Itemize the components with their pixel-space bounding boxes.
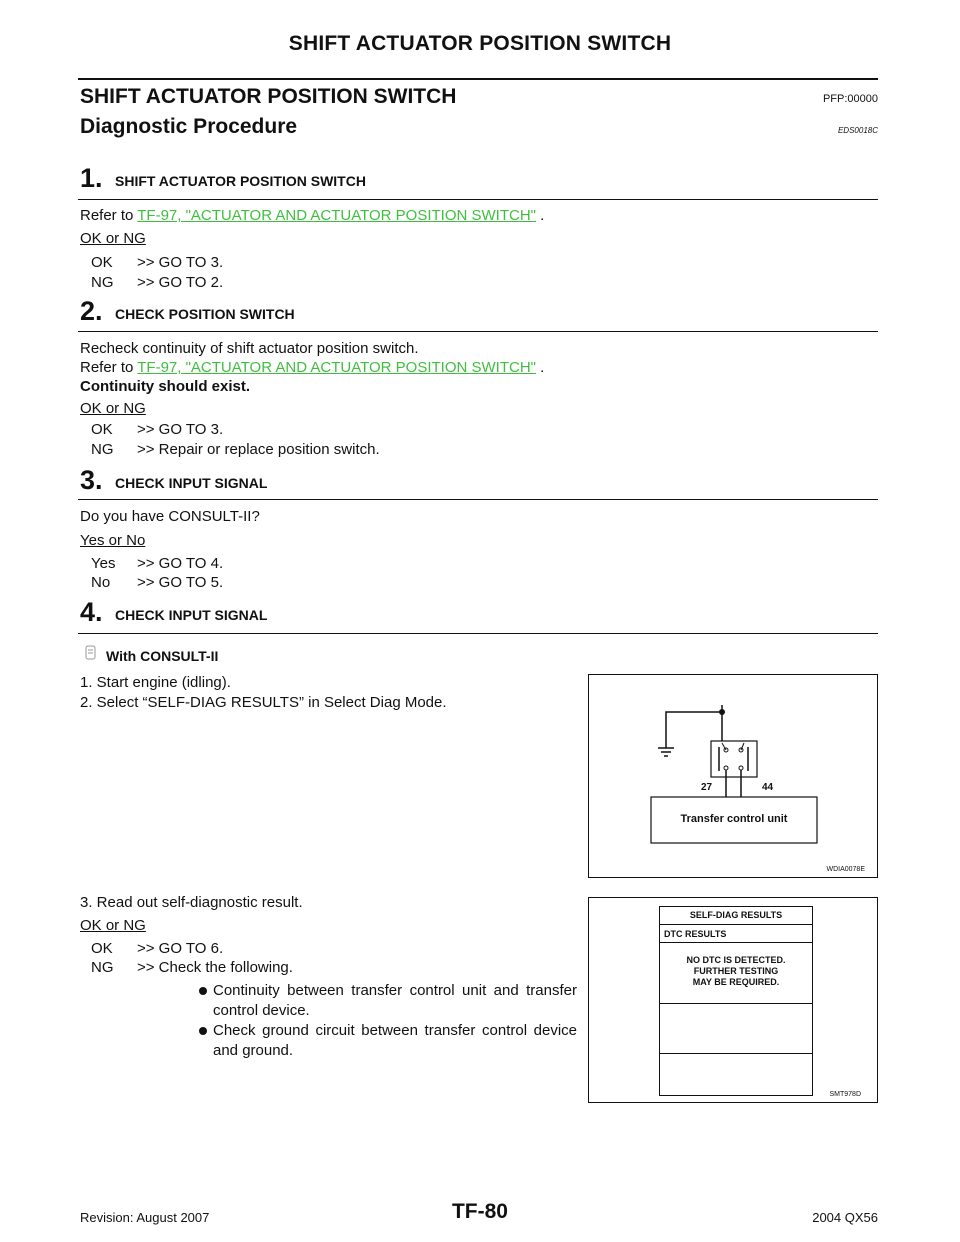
control-unit-label: Transfer control unit — [680, 813, 788, 825]
wiring-diagram — [589, 675, 877, 877]
footer-model: 2004 QX56 — [812, 1210, 878, 1225]
step-number: 2. — [80, 296, 103, 326]
answer-row: OK >> GO TO 3. — [91, 421, 224, 438]
procedure-item-1: 1. Start engine (idling). — [80, 674, 231, 691]
step-1-refer: Refer to TF-97, "ACTUATOR AND ACTUATOR POSITION SWITCH" . — [80, 207, 545, 224]
step-3-line: Do you have CONSULT-II? — [80, 508, 260, 525]
answer-row: OK >> GO TO 6. — [91, 940, 224, 957]
reference-link[interactable]: TF-97, "ACTUATOR AND ACTUATOR POSITION SWITCH" — [137, 359, 537, 376]
figure-id: SMT978D — [829, 1091, 861, 1098]
screen-message: NO DTC IS DETECTED. FURTHER TESTING MAY BE REQUIRED. — [686, 955, 786, 987]
step-2-question: OK or NG — [80, 400, 146, 417]
pin-number: 27 — [701, 782, 713, 793]
procedure-item-2: 2. Select “SELF-DIAG RESULTS” in Select Diag Mode. — [80, 694, 447, 711]
subsection-code: EDS0018C — [837, 126, 878, 135]
consult-tool-icon — [83, 645, 99, 661]
step-2-refer: Refer to TF-97, "ACTUATOR AND ACTUATOR POSITION SWITCH" . — [80, 359, 545, 376]
step-title: CHECK INPUT SIGNAL — [115, 475, 268, 491]
answer-row: OK >> GO TO 3. — [91, 254, 224, 271]
step-title: SHIFT ACTUATOR POSITION SWITCH — [115, 173, 366, 189]
bullet-icon — [199, 1027, 207, 1035]
step-title: CHECK POSITION SWITCH — [115, 306, 295, 322]
step-number: 3. — [80, 465, 103, 495]
step-2-spec: Continuity should exist. — [80, 378, 251, 395]
procedure-item-3: 3. Read out self-diagnostic result. — [80, 894, 303, 911]
check-bullet: Check ground circuit between transfer control device and ground. — [213, 1021, 577, 1061]
step-3-question: Yes or No — [80, 532, 146, 549]
step-divider — [78, 199, 878, 200]
answer-row: NG >> GO TO 2. — [91, 274, 224, 291]
step-divider — [78, 331, 878, 332]
reference-link[interactable]: TF-97, "ACTUATOR AND ACTUATOR POSITION SWITCH" — [137, 207, 537, 224]
wiring-diagram-figure — [588, 674, 878, 878]
subsection-title: Diagnostic Procedure — [80, 115, 298, 138]
answer-row: Yes >> GO TO 4. — [91, 555, 224, 572]
step-number: 4. — [80, 597, 103, 627]
footer-revision: Revision: August 2007 — [80, 1210, 210, 1225]
step-title: CHECK INPUT SIGNAL — [115, 607, 268, 623]
step-divider — [78, 499, 878, 500]
bullet-icon — [199, 987, 207, 995]
step-1-question: OK or NG — [80, 230, 146, 247]
check-bullet: Continuity between transfer control unit and transfer control device. — [213, 981, 577, 1021]
step-number: 1. — [80, 163, 103, 193]
header-divider — [78, 78, 878, 80]
screen-column-header: DTC RESULTS — [660, 925, 812, 943]
consult-mode-label: With CONSULT-II — [106, 648, 219, 664]
consult-screen-figure — [588, 897, 878, 1103]
footer-page-number: TF-80 — [451, 1200, 508, 1223]
step-2-line: Recheck continuity of shift actuator position switch. — [80, 340, 419, 357]
section-title: SHIFT ACTUATOR POSITION SWITCH — [80, 85, 457, 108]
answer-row: NG >> Repair or replace position switch. — [91, 441, 380, 458]
pin-number: 44 — [762, 782, 774, 793]
screen-divider — [660, 1053, 812, 1054]
figure-id: WDIA0078E — [826, 866, 865, 873]
answer-row: NG >> Check the following. — [91, 959, 293, 976]
screen-divider — [660, 1003, 812, 1004]
step-divider — [78, 633, 878, 634]
answer-row: No >> GO TO 5. — [91, 574, 224, 591]
consult-screen — [659, 906, 813, 1096]
page-header-title: SHIFT ACTUATOR POSITION SWITCH — [288, 32, 672, 55]
screen-title: SELF-DIAG RESULTS — [660, 907, 812, 925]
section-code: PFP:00000 — [822, 93, 878, 105]
step-4-question: OK or NG — [80, 917, 146, 934]
